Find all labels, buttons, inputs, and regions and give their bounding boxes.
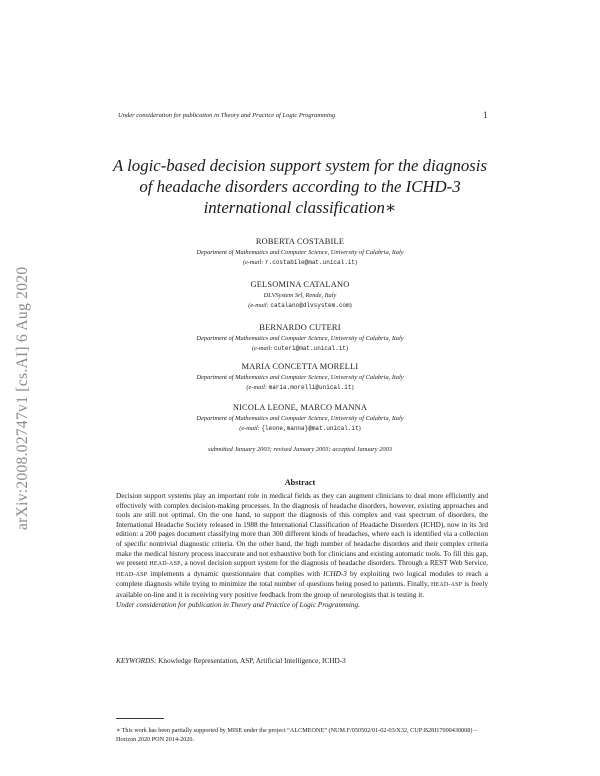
abstract-body	[116, 492, 488, 610]
author-block	[100, 361, 500, 393]
abstract-text: implements a dynamic questionnaire that complies with	[147, 569, 324, 578]
author-email	[100, 344, 500, 354]
author-name: GELSOMINA CATALANO	[250, 280, 350, 289]
email-close: )	[355, 259, 358, 266]
abstract-text: Decision support systems play an important role in medical fields as they can augment clinicians to deal more efficiently and effectively with complex decision-making processes. In the diagnosis of headache disorders, however, existing approaches and tools are still not optimal. On the one hand, to support the diagnosis of this complex and vast spectrum of disorders, the International Headache Society released in 1988 the International Classification of Headache Disorders (ICHD), now in its 3rd edition: a 200 pages document classifying more than 300 different kinds of headaches, where each is identified via a collection of specific nontrivial diagnostic criteria. On the other hand, the high number of headache disorders and their complex criteria make the medical history process inaccurate and not exhaustive both for clinicians and existing automatic tools. To fill this gap, we present	[116, 492, 488, 568]
author-name: BERNARDO CUTERI	[259, 323, 341, 332]
abstract-text: by exploiting two logical modules to reach a complete diagnosis while trying to minimize the total number of questions being posed to patients. Finally,	[116, 569, 488, 589]
abstract-text: , a novel decision support system for the diagnosis of headache disorders. Through a REST Web Service,	[180, 559, 488, 568]
footnote-rule	[116, 718, 164, 719]
email-address: cuteri@mat.unical.it	[274, 345, 347, 352]
author-email	[100, 424, 500, 434]
author-affiliation: Department of Mathematics and Computer Science, University of Calabria, Italy	[196, 415, 404, 422]
paper-title	[100, 155, 500, 218]
author-name: ROBERTA COSTABILE	[255, 237, 345, 246]
author-affiliation: Department of Mathematics and Computer Science, University of Calabria, Italy	[196, 374, 404, 381]
running-head: Under consideration for publication in Theory and Practice of Logic Programming	[118, 112, 336, 119]
email-close: )	[351, 384, 354, 391]
author-block	[100, 322, 500, 354]
title-line: A logic-based decision support system for the diagnosis	[113, 156, 487, 175]
email-close: )	[349, 302, 352, 309]
title-line: international classification∗	[203, 198, 397, 217]
author-email	[100, 301, 500, 311]
author-affiliation: DLVSystem Srl, Rende, Italy	[263, 292, 337, 299]
email-address: r.costabile@mat.unical.it	[265, 259, 356, 266]
keywords	[116, 657, 488, 665]
consideration-note: Under consideration for publication in Theory and Practice of Logic Programming.	[116, 600, 360, 609]
author-email	[100, 383, 500, 393]
author-block	[100, 279, 500, 311]
ichd-reference: ICHD-3	[323, 569, 347, 578]
author-email	[100, 258, 500, 268]
author-affiliation: Department of Mathematics and Computer Science, University of Calabria, Italy	[196, 249, 404, 256]
email-label: (e-mail:	[246, 384, 267, 391]
email-close: )	[358, 425, 361, 432]
email-label: (e-mail:	[251, 345, 273, 352]
email-address: maria.morelli@unical.it	[268, 384, 352, 391]
abstract-text: is freely available on-line and it is receiving very positive feedback from the group of neurologists that is testing it.	[116, 580, 488, 599]
author-name: MARIA CONCETTA MORELLI	[241, 362, 359, 371]
system-name: HEAD-ASP	[116, 571, 148, 578]
arxiv-stamp: arXiv:2008.02747v1 [cs.AI] 6 Aug 2020	[14, 266, 31, 530]
author-block	[100, 402, 500, 434]
author-block	[100, 236, 500, 268]
email-label: (e-mail:	[242, 259, 264, 266]
footnote: ∗ This work has been partially supported by MISE under the project “ALCMEONE” (NUM.F/050502/01-02-03/X32, CUP:B28I17000430008) – Horizon 2020 PON 2014-2020.	[116, 727, 478, 743]
system-name: HEAD-ASP	[430, 582, 463, 589]
author-name: NICOLA LEONE, MARCO MANNA	[232, 403, 368, 412]
author-affiliation: Department of Mathematics and Computer Science, University of Calabria, Italy	[196, 335, 404, 342]
keywords-text: Knowledge Representation, ASP, Artificial Intelligence, ICHD-3	[158, 657, 346, 665]
keywords-label: KEYWORDS:	[116, 657, 157, 665]
email-address: catalano@dlvsystem.com	[270, 302, 350, 309]
title-line: of headache disorders according to the ICHD-3	[139, 177, 461, 196]
email-address: {leone,manna}@mat.unical.it	[261, 425, 359, 432]
submission-dates: submitted January 2003; revised January 2003; accepted January 2003	[208, 446, 392, 453]
email-label: (e-mail:	[239, 425, 260, 432]
system-name: HEAD-ASP	[149, 561, 181, 568]
page-number: 1	[483, 110, 488, 120]
email-close: )	[346, 345, 349, 352]
abstract-heading: Abstract	[284, 478, 316, 487]
email-label: (e-mail:	[248, 302, 269, 309]
